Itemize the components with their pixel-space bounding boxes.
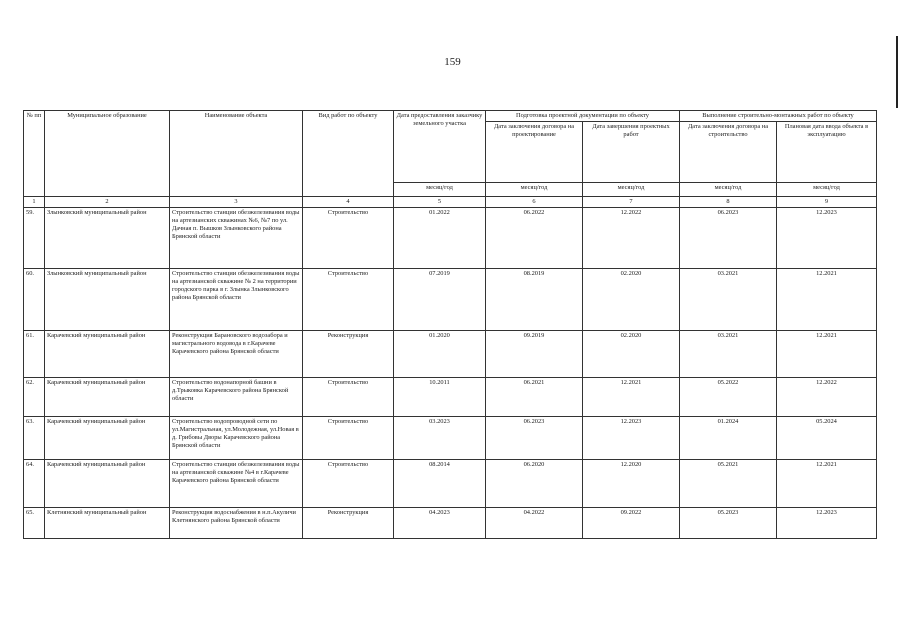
commission-cell: 12.2021 [777, 269, 877, 331]
work-type-cell: Строительство [303, 417, 394, 460]
header-design-contract: Дата заключения договора на проектирование [486, 122, 583, 183]
header-object-name: Наименование объекта [170, 111, 303, 197]
object-cell: Строительство водопроводной сети по ул.Магистральная, ул.Молодежная, ул.Новая в д. Грибовы Дворы Карачевского района Брянской области [170, 417, 303, 460]
object-cell: Реконструкция Барановского водозабора и магистрального водовода в г.Карачеве Карачевского района Брянской области [170, 331, 303, 378]
table-row [24, 460, 877, 508]
object-cell: Строительство станции обезжелезивания воды на артезианских скважинах №6, №7 по ул. Дачная п. Вышков Злынковского района Брянской области [170, 208, 303, 269]
land-date-cell: 10.2011 [394, 378, 486, 417]
header-construction: Выполнение строительно-монтажных работ по объекту [680, 111, 877, 122]
design-end-cell: 09.2022 [583, 508, 680, 539]
column-number: 9 [777, 197, 877, 208]
object-cell: Строительство станции обезжелезивания воды на артезианской скважине № 2 на территории городского парка в г. Злынка Злынковского района Брянской области [170, 269, 303, 331]
design-end-cell: 12.2021 [583, 378, 680, 417]
row-number: 62. [24, 378, 45, 417]
commission-cell: 12.2023 [777, 508, 877, 539]
commission-cell: 12.2021 [777, 331, 877, 378]
work-type-cell: Строительство [303, 208, 394, 269]
build-contract-cell: 05.2021 [680, 460, 777, 508]
municipality-cell: Карачевский муниципальный район [45, 378, 170, 417]
build-contract-cell: 06.2023 [680, 208, 777, 269]
municipality-cell: Клетнянский муниципальный район [45, 508, 170, 539]
object-cell: Строительство станции обезжелезивания воды на артезианской скважине №4 в г.Карачеве Карачевского района Брянской области [170, 460, 303, 508]
column-number: 8 [680, 197, 777, 208]
build-contract-cell: 03.2021 [680, 269, 777, 331]
table-row [24, 269, 877, 331]
column-number: 5 [394, 197, 486, 208]
build-contract-cell: 01.2024 [680, 417, 777, 460]
commission-cell: 12.2023 [777, 208, 877, 269]
municipality-cell: Карачевский муниципальный район [45, 417, 170, 460]
municipality-cell: Карачевский муниципальный район [45, 331, 170, 378]
design-end-cell: 02.2020 [583, 331, 680, 378]
margin-mark [896, 36, 898, 108]
design-end-cell: 02.2020 [583, 269, 680, 331]
commission-cell: 05.2024 [777, 417, 877, 460]
commission-cell: 12.2022 [777, 378, 877, 417]
table-row [24, 508, 877, 539]
unit-label: месяц/год [583, 183, 680, 197]
work-type-cell: Строительство [303, 460, 394, 508]
column-number: 6 [486, 197, 583, 208]
column-number: 3 [170, 197, 303, 208]
unit-label: месяц/год [486, 183, 583, 197]
row-number: 65. [24, 508, 45, 539]
unit-label: месяц/год [394, 183, 486, 197]
row-number: 63. [24, 417, 45, 460]
header-date-provided: Дата предоставления заказчику земельного участка [394, 111, 486, 183]
municipality-cell: Злынковский муниципальный район [45, 208, 170, 269]
column-number: 2 [45, 197, 170, 208]
header-municipality: Муниципальное образование [45, 111, 170, 197]
column-number: 1 [24, 197, 45, 208]
land-date-cell: 04.2023 [394, 508, 486, 539]
header-construction-contract: Дата заключения договора на строительство [680, 122, 777, 183]
column-number-row [24, 197, 877, 208]
column-number: 4 [303, 197, 394, 208]
land-date-cell: 03.2023 [394, 417, 486, 460]
land-date-cell: 01.2022 [394, 208, 486, 269]
design-contract-cell: 04.2022 [486, 508, 583, 539]
land-date-cell: 01.2020 [394, 331, 486, 378]
design-contract-cell: 06.2023 [486, 417, 583, 460]
objects-table [23, 110, 877, 539]
row-number: 64. [24, 460, 45, 508]
object-cell: Строительство водонапорной башни в д.Трыковка Карачевского района Брянской области [170, 378, 303, 417]
land-date-cell: 08.2014 [394, 460, 486, 508]
design-end-cell: 12.2020 [583, 460, 680, 508]
work-type-cell: Реконструкция [303, 331, 394, 378]
table-row [24, 208, 877, 269]
header-design-completion: Дата завершения проектных работ [583, 122, 680, 183]
build-contract-cell: 05.2022 [680, 378, 777, 417]
object-cell: Реконструкция водоснабжения в н.п.Акуличи Клетнянского района Брянской области [170, 508, 303, 539]
unit-label: месяц/год [680, 183, 777, 197]
design-contract-cell: 09.2019 [486, 331, 583, 378]
column-number: 7 [583, 197, 680, 208]
design-end-cell: 12.2022 [583, 208, 680, 269]
design-contract-cell: 06.2021 [486, 378, 583, 417]
design-contract-cell: 06.2022 [486, 208, 583, 269]
municipality-cell: Злынковский муниципальный район [45, 269, 170, 331]
build-contract-cell: 05.2023 [680, 508, 777, 539]
work-type-cell: Строительство [303, 269, 394, 331]
row-number: 59. [24, 208, 45, 269]
row-number: 61. [24, 331, 45, 378]
unit-label: месяц/год [777, 183, 877, 197]
design-contract-cell: 06.2020 [486, 460, 583, 508]
work-type-cell: Реконструкция [303, 508, 394, 539]
work-type-cell: Строительство [303, 378, 394, 417]
table-row [24, 378, 877, 417]
page-number: 159 [444, 56, 461, 68]
header-design-prep: Подготовка проектной документации по объекту [486, 111, 680, 122]
commission-cell: 12.2021 [777, 460, 877, 508]
design-end-cell: 12.2023 [583, 417, 680, 460]
municipality-cell: Карачевский муниципальный район [45, 460, 170, 508]
header-work-type: Вид работ по объекту [303, 111, 394, 197]
design-contract-cell: 08.2019 [486, 269, 583, 331]
header-planned-commission: Плановая дата ввода объекта в эксплуатацию [777, 122, 877, 183]
row-number: 60. [24, 269, 45, 331]
table-row [24, 417, 877, 460]
build-contract-cell: 03.2021 [680, 331, 777, 378]
land-date-cell: 07.2019 [394, 269, 486, 331]
table-row [24, 331, 877, 378]
header-no: № пп [24, 111, 45, 197]
